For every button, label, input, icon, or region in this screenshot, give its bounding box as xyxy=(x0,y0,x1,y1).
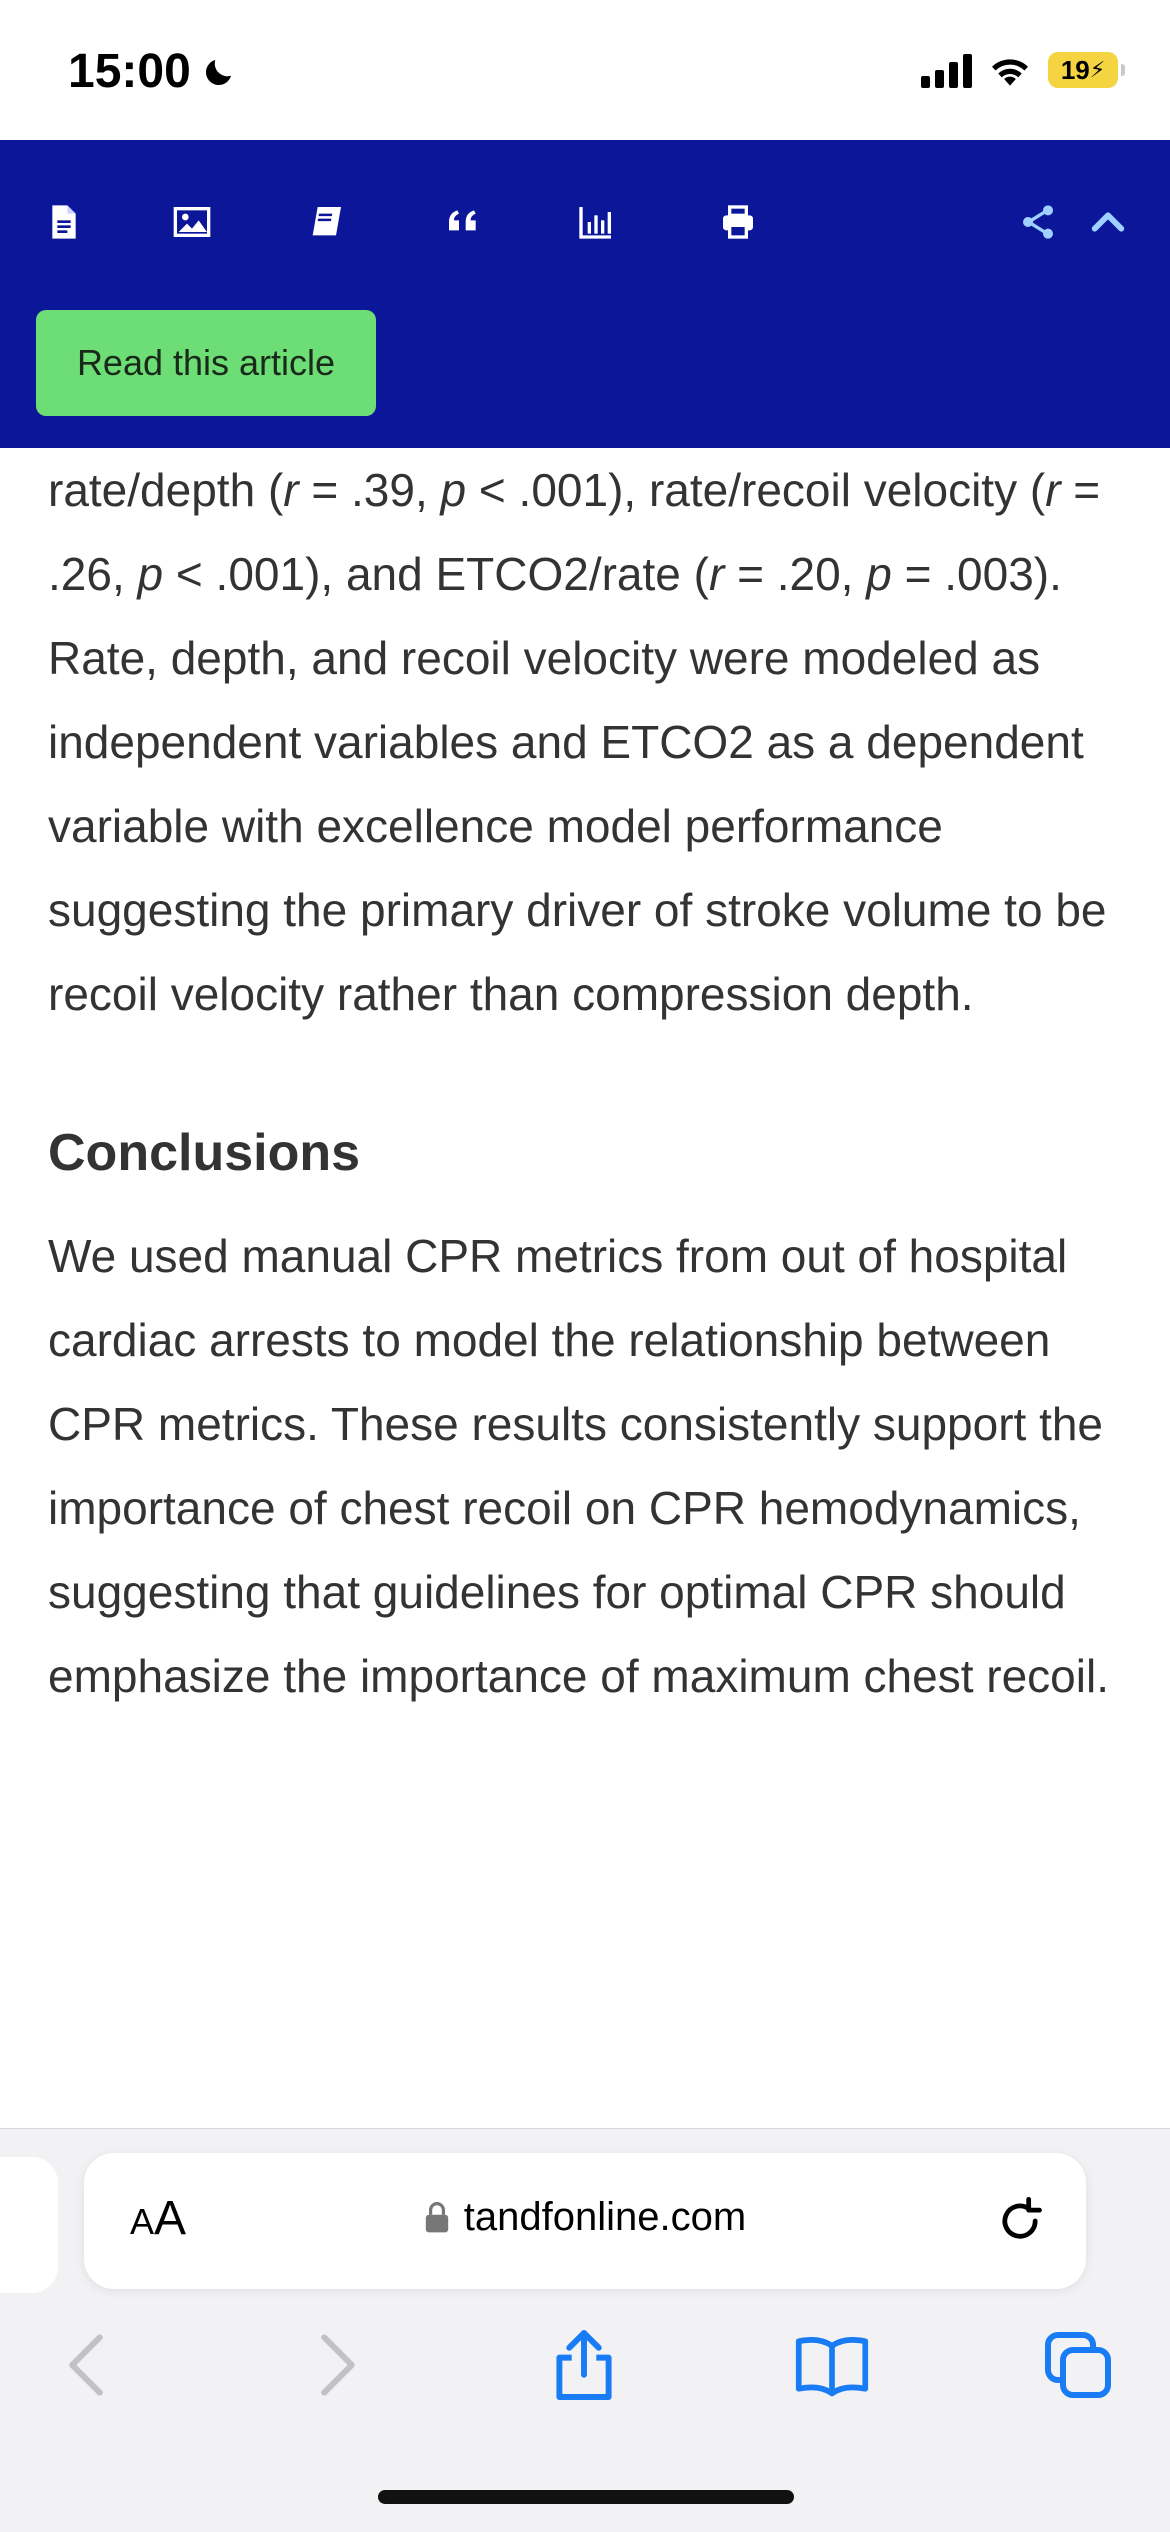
browser-nav-row xyxy=(0,2325,1170,2435)
book-icon[interactable] xyxy=(296,192,356,252)
wifi-icon xyxy=(988,53,1032,87)
results-paragraph xyxy=(48,448,1122,1036)
stat-symbol: p xyxy=(440,464,467,516)
text-segment: = .39, xyxy=(298,464,441,516)
stat-symbol: p xyxy=(137,548,164,600)
chart-icon[interactable] xyxy=(566,192,626,252)
browser-bottom-bar xyxy=(0,2128,1170,2532)
url-text: tandfonline.com xyxy=(463,2195,747,2239)
url-display[interactable] xyxy=(84,2195,1086,2240)
lock-icon xyxy=(424,2202,450,2234)
chevron-up-icon[interactable] xyxy=(1078,192,1138,252)
battery-level: 19 xyxy=(1060,54,1090,85)
battery-icon: 19 ⚡ xyxy=(1048,52,1118,88)
share-icon[interactable] xyxy=(544,2325,624,2405)
stat-symbol: r xyxy=(708,548,725,600)
conclusions-paragraph: We used manual CPR metrics from out of hospital cardiac arrests to model the relationship between CPR metrics. These results consistently support the importance of chest recoil on CPR hemodynamics, suggesting that guidelines for optimal CPR should emphasize the importance of maximum chest recoil. xyxy=(48,1230,1109,1702)
document-icon[interactable] xyxy=(34,192,94,252)
tabs-icon[interactable] xyxy=(1038,2325,1118,2405)
text-segment: rate/depth ( xyxy=(48,464,284,516)
image-icon[interactable] xyxy=(162,192,222,252)
quote-icon[interactable] xyxy=(434,192,494,252)
previous-tab-peek[interactable] xyxy=(0,2157,58,2293)
text-segment: < .001), and ETCO2/rate ( xyxy=(163,548,709,600)
home-indicator xyxy=(378,2490,794,2504)
article-toolbar xyxy=(0,140,1170,448)
signal-icon xyxy=(921,52,972,88)
stat-symbol: r xyxy=(283,464,299,516)
text-segment: = .003). Rate, depth, and recoil velocity were modeled as independent variables and ETCO2 as a dependent variable with excellence model performance suggesting the primary driver of stroke volume to be recoil velocity rather than compression depth. xyxy=(48,548,1107,1020)
status-indicators xyxy=(921,52,1118,88)
read-article-button[interactable]: Read this article xyxy=(36,310,376,416)
status-time-text: 15:00 xyxy=(68,45,191,98)
article-body xyxy=(48,448,1122,1718)
aa-small: A xyxy=(130,2201,155,2242)
moon-icon xyxy=(201,54,237,90)
reload-icon[interactable] xyxy=(994,2195,1046,2247)
stat-symbol: r xyxy=(1045,464,1061,516)
print-icon[interactable] xyxy=(708,192,768,252)
text-segment: < .001), rate/recoil velocity xyxy=(466,464,1018,516)
text-segment: ( xyxy=(1029,464,1046,516)
status-bar xyxy=(0,0,1170,140)
bookmarks-icon[interactable] xyxy=(792,2325,872,2405)
text-segment: = .20, xyxy=(724,548,867,600)
status-time xyxy=(68,44,237,99)
stat-symbol: p xyxy=(866,548,892,600)
share-icon[interactable] xyxy=(1008,192,1068,252)
address-bar[interactable] xyxy=(84,2153,1086,2289)
conclusions-heading: Conclusions xyxy=(48,1124,361,1182)
forward-icon[interactable] xyxy=(298,2325,378,2405)
aa-large: A xyxy=(154,2192,187,2245)
text-segment: = .26, xyxy=(48,464,1101,600)
back-icon[interactable] xyxy=(46,2325,126,2405)
